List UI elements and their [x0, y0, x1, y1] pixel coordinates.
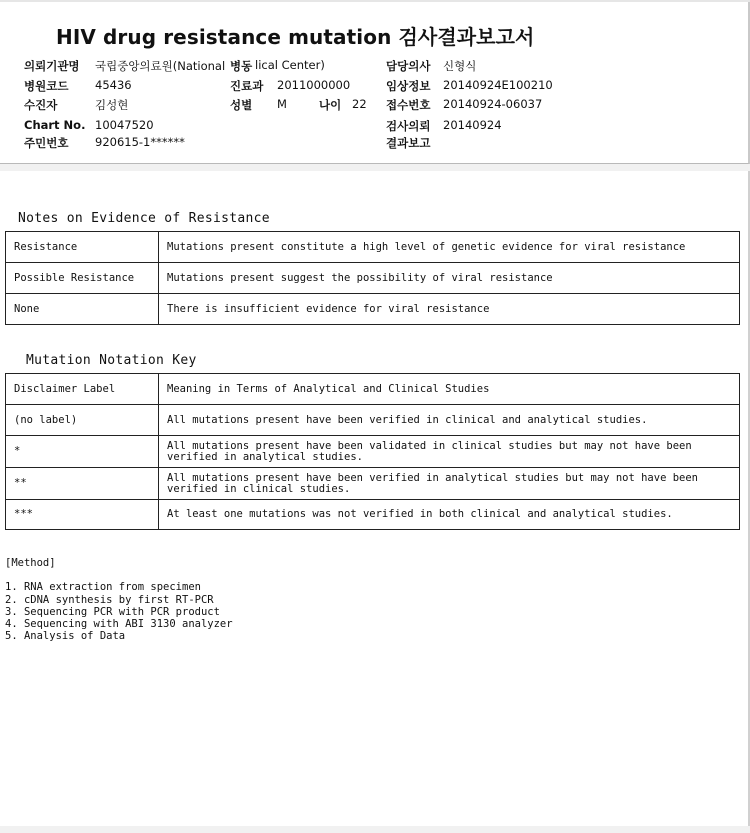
method-step: 1. RNA extraction from specimen	[5, 581, 201, 594]
ward-label: 병동	[230, 59, 253, 73]
chart-no-label: Chart No.	[24, 118, 86, 132]
notation-desc-cell: All mutations present have been verified in analytical studies but may not have been verified in clinical studies.	[159, 468, 740, 500]
notation-table	[5, 373, 740, 530]
chart-no-value: 10047520	[95, 118, 154, 132]
table-row	[6, 436, 740, 468]
ward-value: lical Center)	[255, 58, 325, 72]
method-step: 5. Analysis of Data	[5, 630, 126, 643]
resident-number-label: 주민번호	[24, 136, 69, 150]
notation-desc-cell: All mutations present have been validated in clinical studies but may not have been verified in analytical studies.	[159, 436, 740, 468]
sex-value: M	[277, 97, 287, 111]
method-step: 3. Sequencing PCR with PCR product	[5, 605, 220, 618]
notation-desc-cell: At least one mutations was not verified in both clinical and analytical studies.	[159, 500, 740, 530]
notation-label-cell: *	[6, 436, 159, 468]
sex-label: 성별	[230, 98, 253, 112]
age-label: 나이	[319, 98, 342, 112]
request-date-label: 검사의뢰	[386, 119, 431, 133]
method-title: [Method]	[5, 557, 56, 569]
table-row	[6, 232, 740, 263]
receipt-label: 접수번호	[386, 98, 431, 112]
report-header	[0, 2, 750, 164]
report-title: HIV drug resistance mutation 검사결과보고서	[56, 25, 535, 49]
notation-header-label: Disclaimer Label	[6, 374, 159, 405]
evidence-desc-cell: Mutations present constitute a high level of genetic evidence for viral resistance	[159, 232, 740, 263]
institution-value: 국립중앙의료원(National	[95, 59, 226, 73]
evidence-label-cell: Resistance	[6, 232, 159, 263]
method-step: 4. Sequencing with ABI 3130 analyzer	[5, 618, 233, 631]
section-gap	[0, 164, 750, 171]
department-label: 진료과	[230, 79, 264, 93]
table-header-row	[6, 374, 740, 405]
evidence-desc-cell: There is insufficient evidence for viral resistance	[159, 294, 740, 325]
hospital-code-value: 45436	[95, 78, 132, 92]
doctor-label: 담당의사	[386, 59, 431, 73]
evidence-desc-cell: Mutations present suggest the possibility of viral resistance	[159, 263, 740, 294]
doctor-value: 신형식	[443, 59, 477, 73]
table-row	[6, 294, 740, 325]
bottom-edge	[0, 826, 750, 833]
clinical-info-value: 20140924E100210	[443, 78, 553, 92]
notation-label-cell: **	[6, 468, 159, 500]
evidence-section-title: Notes on Evidence of Resistance	[18, 211, 270, 226]
clinical-info-label: 임상정보	[386, 79, 431, 93]
table-row	[6, 468, 740, 500]
evidence-label-cell: Possible Resistance	[6, 263, 159, 294]
resident-number-value: 920615-1******	[95, 135, 185, 149]
hospital-code-label: 병원코드	[24, 79, 69, 93]
notation-section-title: Mutation Notation Key	[26, 353, 197, 368]
report-body	[0, 171, 750, 826]
notation-header-desc: Meaning in Terms of Analytical and Clinical Studies	[159, 374, 740, 405]
table-row	[6, 263, 740, 294]
table-row	[6, 405, 740, 436]
table-row	[6, 500, 740, 530]
notation-desc-cell: All mutations present have been verified in clinical and analytical studies.	[159, 405, 740, 436]
notation-label-cell: ***	[6, 500, 159, 530]
evidence-table	[5, 231, 740, 325]
result-report-label: 결과보고	[386, 136, 431, 150]
evidence-label-cell: None	[6, 294, 159, 325]
patient-label: 수진자	[24, 98, 58, 112]
age-value: 22	[352, 97, 367, 111]
receipt-value: 20140924-06037	[443, 97, 543, 111]
method-section	[5, 557, 233, 643]
method-step: 2. cDNA synthesis by first RT-PCR	[5, 593, 214, 606]
notation-label-cell: (no label)	[6, 405, 159, 436]
request-date-value: 20140924	[443, 118, 502, 132]
patient-value: 김성현	[95, 98, 129, 112]
institution-label: 의뢰기관명	[24, 59, 80, 73]
department-value: 2011000000	[277, 78, 351, 92]
